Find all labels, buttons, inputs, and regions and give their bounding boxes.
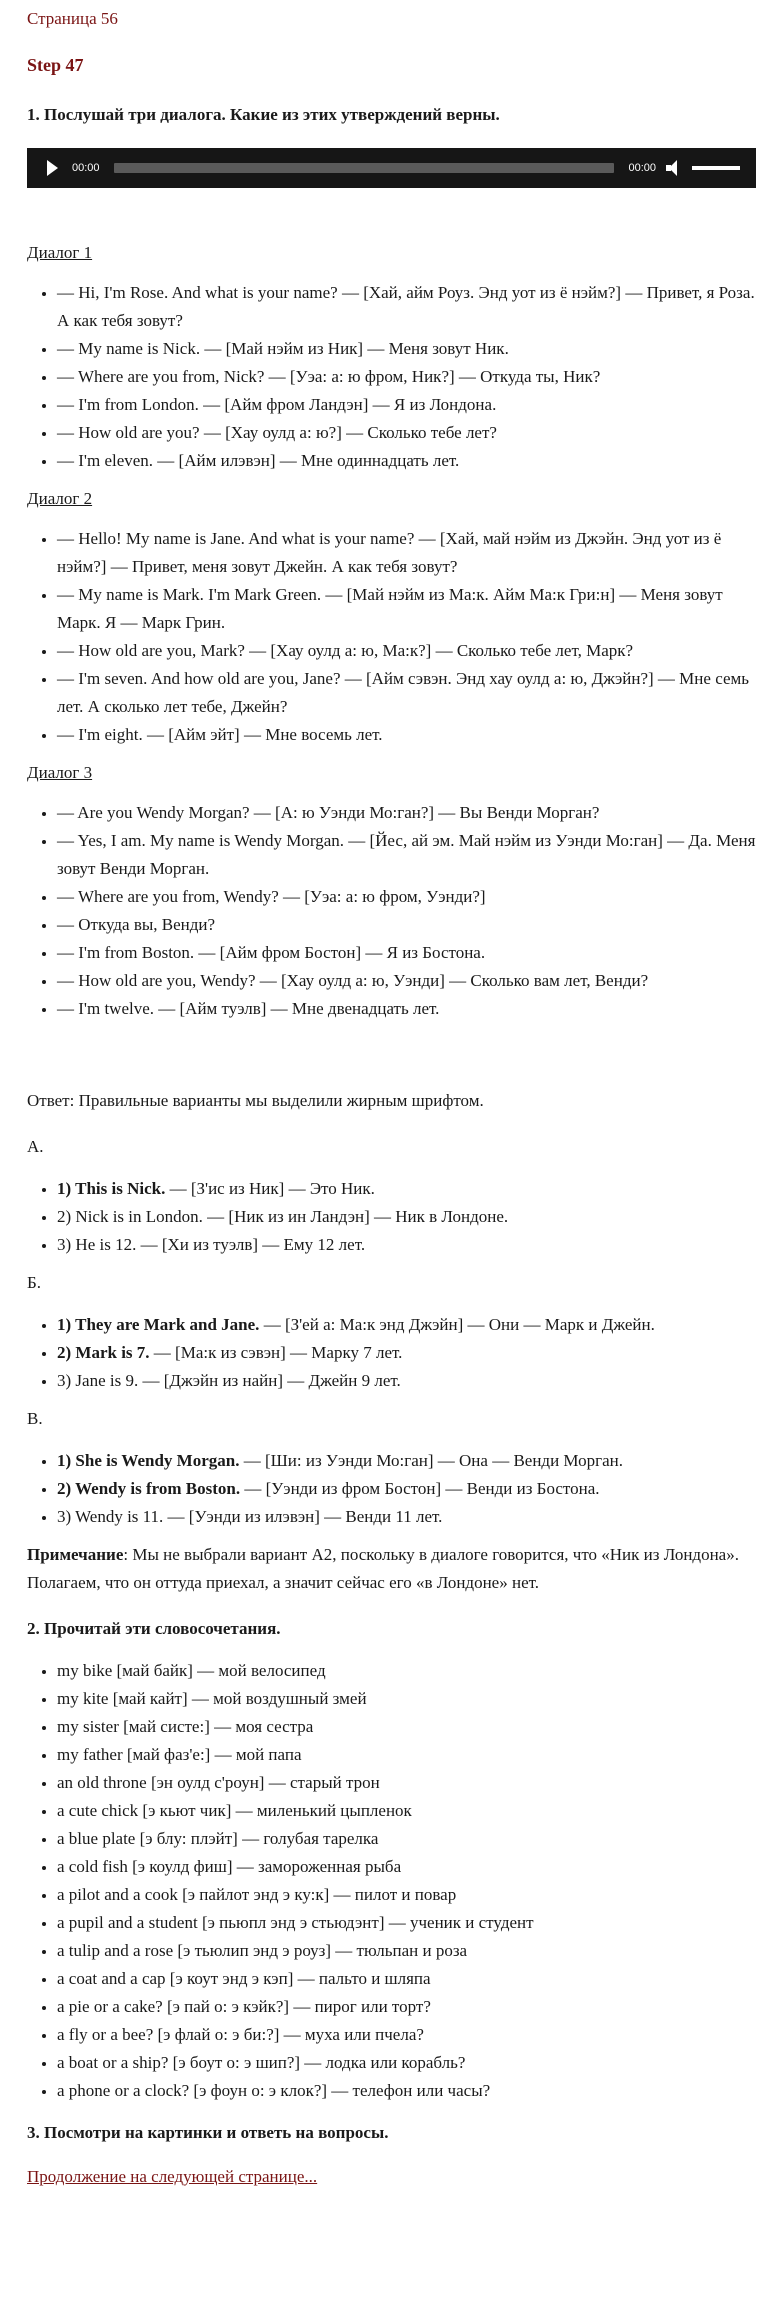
group-a-letter: А. [27, 1137, 44, 1156]
correct-answer: 1) This is Nick. [57, 1179, 166, 1198]
list-item [57, 1203, 756, 1231]
answer-text: — [З'ис из Ник] — Это Ник. [165, 1179, 375, 1198]
volume-icon[interactable] [666, 160, 682, 176]
correct-answer: 2) Mark is 7. [57, 1343, 150, 1362]
list-item: • a boat or a ship? [э боут о: э шип?] — лодка или корабль? [57, 2049, 756, 2077]
list-item: • a coat and a cap [э коут энд э кэп] — пальто и шляпа [57, 1965, 756, 1993]
list-item: • a cute chick [э кьют чик] — миленький цыпленок [57, 1797, 756, 1825]
list-item: • a pie or a cake? [э пай о: э кэйк?] — пирог или торт? [57, 1993, 756, 2021]
list-item: • an old throne [эн оулд с'роун] — старый трон [57, 1769, 756, 1797]
answer-text: 3) Wendy is 11. — [Уэнди из илэвэн] — Венди 11 лет. [57, 1507, 443, 1526]
group-b-list [27, 1311, 756, 1395]
group-a-list [27, 1175, 756, 1259]
answer-text: 3) He is 12. — [Хи из туэлв] — Ему 12 лет. [57, 1235, 366, 1254]
list-item: • — I'm from London. — [Айм фром Ландэн] — Я из Лондона. [57, 391, 756, 419]
list-item: • — Where are you from, Nick? — [Уэа: а: ю фром, Ник?] — Откуда ты, Ник? [57, 363, 756, 391]
list-item: • — My name is Mark. I'm Mark Green. — [Май нэйм из Ма:к. Айм Ма:к Гри:н] — Меня зовут Марк. Я — Марк Грин. [57, 581, 756, 637]
dialog1-list [27, 279, 756, 475]
dialog3-label: Диалог 3 [27, 763, 93, 782]
list-item: • — I'm from Boston. — [Айм фром Бостон] — Я из Бостона. [57, 939, 756, 967]
dialog3-list [27, 799, 756, 1023]
page-number-link[interactable]: Страница 56 [27, 9, 118, 28]
step-title: Step 47 [27, 55, 84, 75]
answer-text: 3) Jane is 9. — [Джэйн из найн] — Джейн 9 лет. [57, 1371, 401, 1390]
correct-answer: 2) Wendy is from Boston. [57, 1479, 241, 1498]
list-item: • a cold fish [э коулд фиш] — замороженная рыба [57, 1853, 756, 1881]
answer-text: — [Ма:к из сэвэн] — Марку 7 лет. [149, 1343, 403, 1362]
list-item: • — Hello! My name is Jane. And what is your name? — [Хай, май нэйм из Джэйн. Энд уот из ё нэйм?] — Привет, меня зовут Джейн. А как тебя зовут? [57, 525, 756, 581]
list-item: • — Where are you from, Wendy? — [Уэа: а: ю фром, Уэнди?] [57, 883, 756, 911]
phrases-list [27, 1657, 756, 2105]
dialog2-label: Диалог 2 [27, 489, 93, 508]
task1-title: 1. Послушай три диалога. Какие из этих утверждений верны. [27, 105, 500, 124]
list-item: • — I'm eight. — [Айм эйт] — Мне восемь лет. [57, 721, 756, 749]
list-item: • — I'm seven. And how old are you, Jane? — [Айм сэвэн. Энд хау оулд а: ю, Джэйн?] — Мне семь лет. А сколько лет тебе, Джейн? [57, 665, 756, 721]
group-b-letter: Б. [27, 1273, 42, 1292]
list-item: • — I'm twelve. — [Айм туэлв] — Мне двенадцать лет. [57, 995, 756, 1023]
list-item: • — Yes, I am. My name is Wendy Morgan. — [Йес, ай эм. Май нэйм из Уэнди Мо:ган] — Да. Меня зовут Венди Морган. [57, 827, 756, 883]
dialog2-list [27, 525, 756, 749]
list-item: • my bike [май байк] — мой велосипед [57, 1657, 756, 1685]
list-item: • my father [май фаз'е:] — мой папа [57, 1741, 756, 1769]
list-item [57, 1339, 756, 1367]
list-item: • a fly or a bee? [э флай о: э би:?] — муха или пчела? [57, 2021, 756, 2049]
audio-player [27, 148, 756, 188]
list-item: • a pilot and a cook [э пайлот энд э ку:к] — пилот и повар [57, 1881, 756, 1909]
list-item: • — Hi, I'm Rose. And what is your name? — [Хай, айм Роуз. Энд уот из ё нэйм?] — Привет, я Роза. А как тебя зовут? [57, 279, 756, 335]
note-paragraph [27, 1541, 756, 1597]
list-item: • a pupil and a student [э пьюпл энд э стьюдэнт] — ученик и студент [57, 1909, 756, 1937]
play-icon[interactable] [47, 160, 58, 176]
list-item: • — How old are you, Wendy? — [Хау оулд а: ю, Уэнди] — Сколько вам лет, Венди? [57, 967, 756, 995]
current-time: 00:00 [72, 162, 100, 174]
task2-title: 2. Прочитай эти словосочетания. [27, 1619, 281, 1638]
list-item: • — Are you Wendy Morgan? — [А: ю Уэнди Мо:ган?] — Вы Венди Морган? [57, 799, 756, 827]
list-item: • — How old are you, Mark? — [Хау оулд а: ю, Ма:к?] — Сколько тебе лет, Марк? [57, 637, 756, 665]
list-item [57, 1367, 756, 1395]
list-item: • — My name is Nick. — [Май нэйм из Ник] — Меня зовут Ник. [57, 335, 756, 363]
answer-text: — [З'ей а: Ма:к энд Джэйн] — Они — Марк и Джейн. [259, 1315, 655, 1334]
group-v-list [27, 1447, 756, 1531]
answer-intro: Ответ: Правильные варианты мы выделили жирным шрифтом. [27, 1091, 484, 1110]
spacer [27, 1033, 756, 1087]
dialog1-label: Диалог 1 [27, 243, 93, 262]
list-item: • — How old are you? — [Хау оулд а: ю?] — Сколько тебе лет? [57, 419, 756, 447]
list-item: • a blue plate [э блу: плэйт] — голубая тарелка [57, 1825, 756, 1853]
list-item [57, 1503, 756, 1531]
list-item: • my kite [май кайт] — мой воздушный змей [57, 1685, 756, 1713]
continue-link[interactable]: Продолжение на следующей странице... [27, 2167, 318, 2186]
note-text: : Мы не выбрали вариант А2, поскольку в диалоге говорится, что «Ник из Лондона». Полагаем, что он оттуда приехал, а значит сейчас его «в Лондоне» нет. [27, 1545, 739, 1592]
list-item: • a tulip and a rose [э тьюлип энд э роуз] — тюльпан и роза [57, 1937, 756, 1965]
correct-answer: 1) They are Mark and Jane. [57, 1315, 260, 1334]
duration-time: 00:00 [628, 162, 656, 174]
note-label: Примечание [27, 1545, 124, 1564]
task3-title: 3. Посмотри на картинки и ответь на вопросы. [27, 2123, 389, 2142]
answer-text: 2) Nick is in London. — [Ник из ин Ландэн] — Ник в Лондоне. [57, 1207, 509, 1226]
list-item: • — I'm eleven. — [Айм илэвэн] — Мне одиннадцать лет. [57, 447, 756, 475]
group-v-letter: В. [27, 1409, 43, 1428]
progress-track[interactable] [114, 163, 615, 173]
list-item: • — Откуда вы, Венди? [57, 911, 756, 939]
correct-answer: 1) She is Wendy Morgan. [57, 1451, 240, 1470]
answer-text: — [Ши: из Уэнди Мо:ган] — Она — Венди Морган. [239, 1451, 623, 1470]
list-item [57, 1311, 756, 1339]
answer-text: — [Уэнди из фром Бостон] — Венди из Бостона. [240, 1479, 600, 1498]
list-item [57, 1447, 756, 1475]
volume-slider[interactable] [692, 166, 740, 170]
list-item [57, 1231, 756, 1259]
list-item: • a phone or a clock? [э фоун о: э клок?] — телефон или часы? [57, 2077, 756, 2105]
list-item: • my sister [май систе:] — моя сестра [57, 1713, 756, 1741]
list-item [57, 1175, 756, 1203]
list-item [57, 1475, 756, 1503]
